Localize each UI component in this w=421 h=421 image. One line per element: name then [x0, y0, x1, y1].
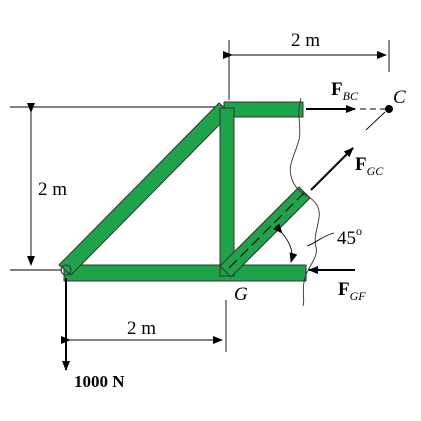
left-dimension-label: 2 m — [38, 179, 68, 200]
point-c-dot — [385, 105, 393, 113]
gc-extension-to-c — [366, 112, 385, 130]
bottom-dimension-label: 2 m — [127, 318, 157, 339]
angle-leader — [307, 233, 334, 246]
load-label: 1000 N — [74, 372, 125, 391]
force-bc-label: $F_{BC}$ — [331, 79, 358, 103]
member-vertical-bg — [220, 108, 234, 276]
point-g-label: G — [234, 284, 248, 305]
member-bottom-gf — [64, 265, 306, 281]
angle-arc-45 — [282, 233, 292, 262]
force-gc-arrow — [311, 148, 353, 190]
angle-label: 45$^o$ — [337, 224, 362, 249]
member-diagonal-ab — [59, 103, 231, 275]
truss-members — [59, 102, 310, 281]
point-c-label: C — [393, 87, 406, 108]
force-gf-label: $F_{GF}$ — [338, 279, 366, 303]
force-arrows — [66, 109, 355, 370]
force-gc-label: $F_{GC}$ — [355, 154, 384, 178]
member-top-bc — [224, 102, 303, 117]
top-dimension-label: 2 m — [291, 30, 321, 51]
